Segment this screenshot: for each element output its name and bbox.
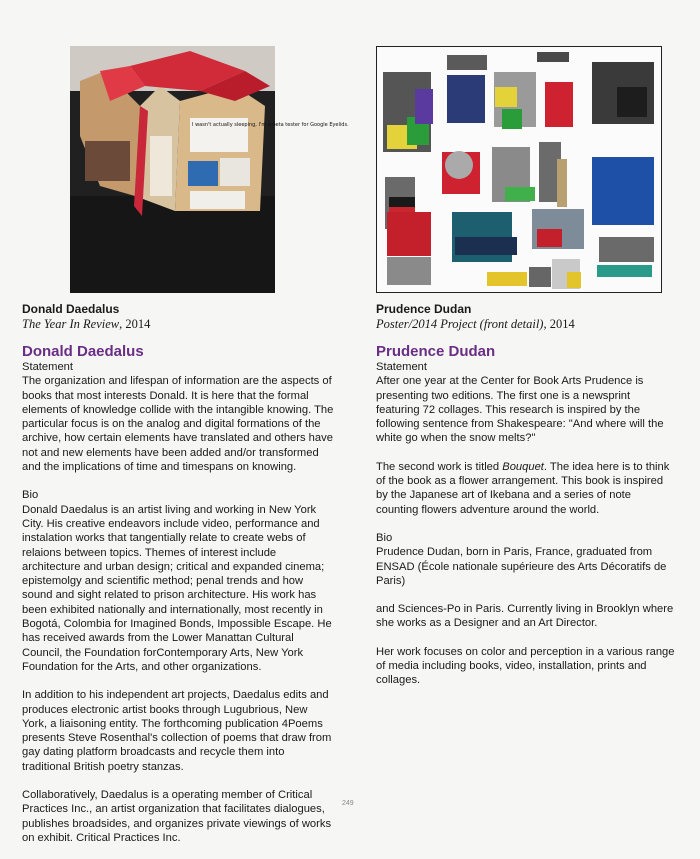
left-credit-artist: Donald Daedalus [22,302,120,316]
artwork-photo-year-in-review [70,46,349,293]
left-credit-year: , 2014 [119,317,151,331]
artwork-photo-poster-2014 [376,46,662,293]
right-credit-work-title: Poster/2014 Project (front detail) [376,317,544,331]
left-statement-label: Statement [22,361,73,373]
left-credit-work [22,317,150,332]
photo-caption-text: I wasn't actually sleeping, I'm a beta tester for Google Eyelids. [192,122,349,128]
right-statement-paragraph-1: After one year at the Center for Book Arts Prudence is presenting two editions. The first one is a newsprint featuring 72 collages. This research is inspired by the following sentence from Shakespeare: "And where will the white go when the snow melts?" [376,375,664,445]
right-bio-paragraph-1: Prudence Dudan, born in Paris, France, graduated from ENSAD (École nationale supérieure des Arts Décoratifs de Paris) [376,546,667,587]
right-statement-2-title: Bouquet [502,460,544,473]
right-statement-2-post: . The idea here is to think of the book as a flower arrangement. This book is inspired by the Japanese art of Ikebana and a series of note counting flowers adventure around the world. [376,460,670,516]
left-bio-paragraph-1: Donald Daedalus is an artist living and working in New York City. His creative endeavors include video, performance and instalation works that tangentially relate to create webs of relaions between topics. Themes of interest include architecture and urban design; critical and expanded cinema; epistemolgy and scientific method; penal trends and how sound and sight related to prison architecture. His work has been exhibited nationally and internationally, most recently in Bogotá, Colombia for Imagined Bonds, Impossible Escape. He has received awards from the Lower Manattan Cultural Council, the Foundation forContemporary Arts, New York Foundation for the Arts, and other organizations. [22,503,332,673]
left-bio-label: Bio [22,489,39,502]
left-credit-work-title: The Year In Review [22,317,120,331]
left-bio-paragraph-3: Collaboratively, Daedalus is a operating member of Critical Practices Inc., an artist organization that facilitates dialogues, publishes broadsides, and organizes private viewings of works on exhibit. Critical Practices Inc. [22,789,332,844]
right-bio-paragraph-2: and Sciences-Po in Paris. Currently living in Brooklyn where she works as a Designer and an Art Director. [376,603,674,630]
right-bio-paragraph-3: Her work focuses on color and perception in a various range of media including books, video, installation, prints and collages. [376,645,675,687]
left-body [22,360,334,859]
right-statement-paragraph-2 [376,460,676,517]
right-bio-label: Bio [376,531,393,544]
right-credit-year: , 2014 [543,317,575,331]
right-statement-2-pre: The second work is titled [376,460,503,473]
right-credit-artist: Prudence Dudan [376,302,472,316]
right-body [376,360,676,702]
right-statement-label: Statement [376,361,427,373]
page-number: 249 [342,800,354,807]
right-heading: Prudence Dudan [376,343,496,360]
right-credit-work [376,317,575,332]
left-statement: The organization and lifespan of information are the aspects of books that most interests Donald. It is here that the formal elements of knowledge collide with the intangible knowing. The particular focus is on the analog and digital formations of the archive, how certain elements have translated and others have not and new elements have been added and/or transformed and the implications of time and timespans on knowing. [22,375,334,474]
left-bio-paragraph-2: In addition to his independent art projects, Daedalus edits and produces electronic artist books through Lugubrious, New York, a liaisoning entity. The forthcoming publication 4Poems presents Steve Rosenthal's collection of poems that draw from gay dating platform broadcasts and recycle them into traditional British poetry stanzas. [22,689,332,773]
left-heading: Donald Daedalus [22,343,144,360]
